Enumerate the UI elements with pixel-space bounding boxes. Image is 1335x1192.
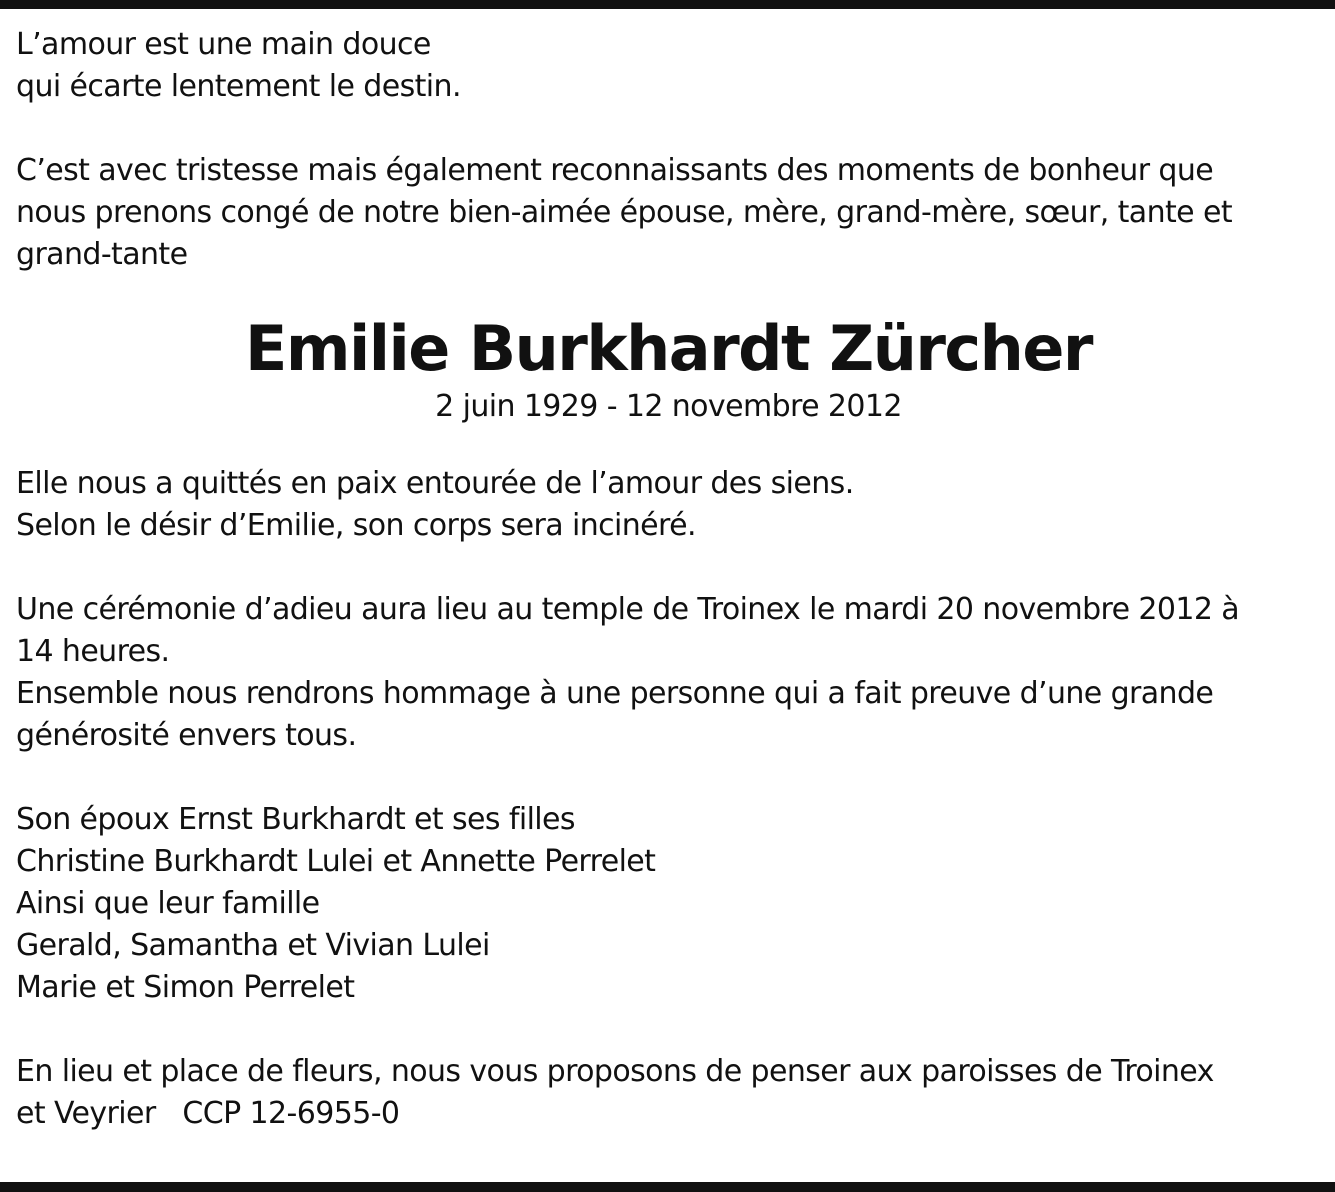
family-line: Gerald, Samantha et Vivian Lulei: [16, 928, 490, 963]
passing-line: Selon le désir d’Emilie, son corps sera incinéré.: [16, 508, 696, 543]
intro-line: nous prenons congé de notre bien-aimée épouse, mère, grand-mère, sœur, tante et: [16, 195, 1232, 230]
paragraph-gap: [16, 757, 1321, 799]
family-line: Ainsi que leur famille: [16, 886, 320, 921]
donation-line: En lieu et place de fleurs, nous vous proposons de penser aux paroisses de Troinex: [16, 1054, 1214, 1089]
obituary-notice: [16, 24, 1321, 1135]
donation-line: et Veyrier CCP 12-6955-0: [16, 1096, 400, 1131]
ceremony-line: générosité envers tous.: [16, 718, 357, 753]
ceremony-line: 14 heures.: [16, 634, 170, 669]
intro-line: C’est avec tristesse mais également reconnaissants des moments de bonheur que: [16, 153, 1214, 188]
paragraph-gap: [16, 547, 1321, 589]
intro-paragraph: [16, 150, 1321, 276]
ceremony-line: Une cérémonie d’adieu aura lieu au temple de Troinex le mardi 20 novembre 2012 à: [16, 592, 1240, 627]
quote-line: qui écarte lentement le destin.: [16, 69, 461, 104]
opening-quote: [16, 24, 1321, 108]
quote-line: L’amour est une main douce: [16, 27, 431, 62]
family-line: Marie et Simon Perrelet: [16, 970, 355, 1005]
passing-paragraph: [16, 463, 1321, 547]
bottom-border-rule: [0, 1182, 1335, 1192]
life-dates: 2 juin 1929 - 12 novembre 2012: [435, 389, 902, 424]
ceremony-line: Ensemble nous rendrons hommage à une personne qui a fait preuve d’une grande: [16, 676, 1214, 711]
family-list: [16, 799, 1321, 1009]
passing-line: Elle nous a quittés en paix entourée de l’amour des siens.: [16, 466, 854, 501]
paragraph-gap: [16, 1009, 1321, 1051]
donation-paragraph: [16, 1051, 1321, 1135]
family-line: Son époux Ernst Burkhardt et ses filles: [16, 802, 575, 837]
ceremony-paragraph: [16, 589, 1321, 757]
family-line: Christine Burkhardt Lulei et Annette Perrelet: [16, 844, 656, 879]
paragraph-gap: [16, 108, 1321, 150]
top-border-rule: [0, 0, 1335, 9]
intro-line: grand-tante: [16, 237, 188, 272]
deceased-name: Emilie Burkhardt Zürcher: [245, 312, 1092, 385]
